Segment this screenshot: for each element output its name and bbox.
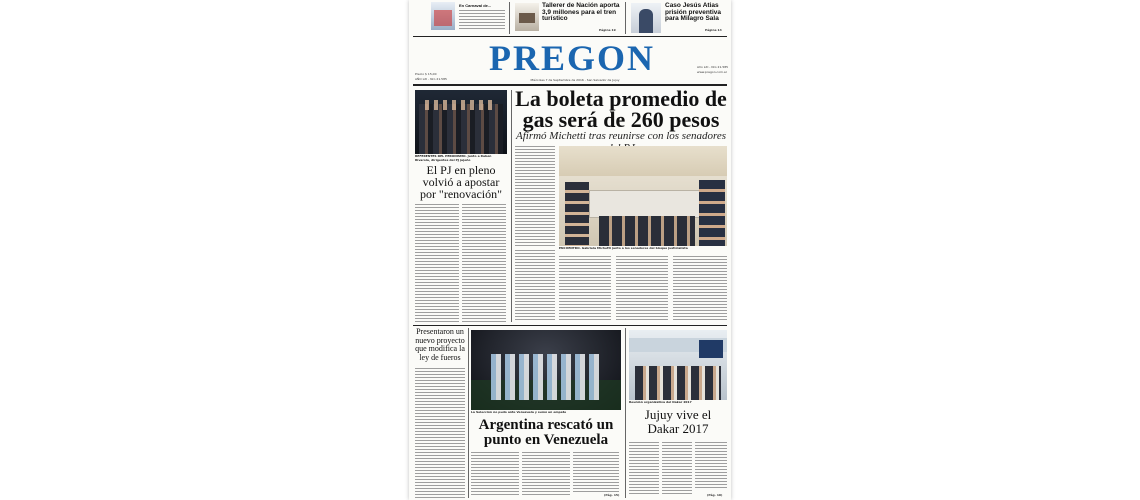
teaser-2-photo	[515, 3, 539, 31]
column-divider	[468, 328, 469, 498]
teaser-2-headline[interactable]: Tallerer de Nación aporta 3,9 millones para el tren turístico	[542, 2, 620, 22]
column-divider	[625, 328, 626, 498]
dakar-story-body-col-1	[629, 442, 659, 496]
main-story-body-col-5	[673, 256, 727, 322]
masthead-logo[interactable]: PREGON	[489, 38, 656, 78]
main-story-body-col-2	[515, 250, 555, 322]
teaser-1-photo	[431, 2, 455, 30]
main-story-photo	[559, 146, 727, 246]
pj-story-photo	[415, 90, 507, 154]
main-story-body-col-1	[515, 146, 555, 246]
sports-story-body-col-3	[573, 452, 619, 492]
sports-story-photo-caption: La Selección no pudo ante Venezuela y sumó un empate	[471, 411, 567, 414]
sports-story-photo	[471, 330, 621, 410]
main-story-body-col-4	[616, 256, 668, 322]
column-divider	[511, 90, 512, 322]
sports-story-page: (Pág. 15)	[604, 493, 620, 497]
masthead-left-info-1: Precio $ 15,00	[415, 72, 437, 76]
main-story-photo-caption: ENCUENTRO. Gabriela Michetti junto a los senadores del bloque justicialista	[559, 247, 688, 250]
dakar-story-body-col-3	[695, 442, 727, 490]
sports-story-headline[interactable]: Argentina rescató un punto en Venezuela	[478, 417, 614, 448]
pj-story-photo-caption: REFERENTES DEL PERONISMO. Junto a Rubén Rivarola, dirigentes del PJ jujeño	[415, 155, 492, 162]
teaser-divider	[625, 2, 626, 34]
pj-story-body-col-1	[415, 204, 459, 322]
main-story-subhead: Afirmó Michetti tras reunirse con los senadores	[516, 130, 726, 142]
teaser-2-page: Página 19	[599, 28, 616, 32]
masthead-left-info-2: AÑO LXI - Nro 21.585	[415, 77, 447, 81]
law-story-body	[415, 368, 465, 498]
dakar-story-headline[interactable]: Jujuy vive el Dakar 2017	[644, 407, 712, 436]
teaser-3-headline[interactable]: Caso Jesús Atias prisión preventiva para Milagro Sala	[665, 2, 721, 22]
law-story-headline[interactable]: Presentaron un nuevo proyecto que modifica la ley de fueros	[415, 327, 465, 362]
teaser-3-page: Página 14	[705, 28, 722, 32]
main-story-headline[interactable]: La boleta promedio de gas será de 260 pesos	[515, 86, 727, 132]
sports-story-body-col-2	[522, 452, 570, 496]
masthead-right-info-1: Año LXI - Nro 21.585	[697, 65, 729, 69]
main-story-body-col-3	[559, 256, 611, 322]
teaser-divider	[509, 2, 510, 34]
teaser-1-text	[459, 10, 505, 30]
dakar-story-photo-caption: Reunión organizativa del Dakar 2017	[629, 401, 692, 404]
dakar-story-body-col-2	[662, 442, 692, 496]
pj-story-body-col-2	[462, 204, 506, 322]
masthead-top-rule	[413, 36, 727, 37]
dakar-story-page: (Pág. 10)	[707, 493, 723, 497]
masthead-date-line: Miércoles 7 de Septiembre de 2016 - San Salvador de Jujuy	[530, 78, 620, 82]
teaser-3-photo	[631, 3, 661, 33]
section-rule	[413, 325, 727, 326]
sports-story-body-col-1	[471, 452, 519, 496]
pj-story-headline[interactable]: El PJ en pleno volvió a apostar por "renovación"	[419, 163, 503, 201]
masthead-right-info-2: www.pregon.com.ar	[697, 70, 727, 74]
newspaper-front-page	[409, 0, 731, 500]
teaser-1-headline[interactable]: En Carnaval de...	[459, 3, 492, 8]
dakar-story-photo	[629, 330, 727, 400]
